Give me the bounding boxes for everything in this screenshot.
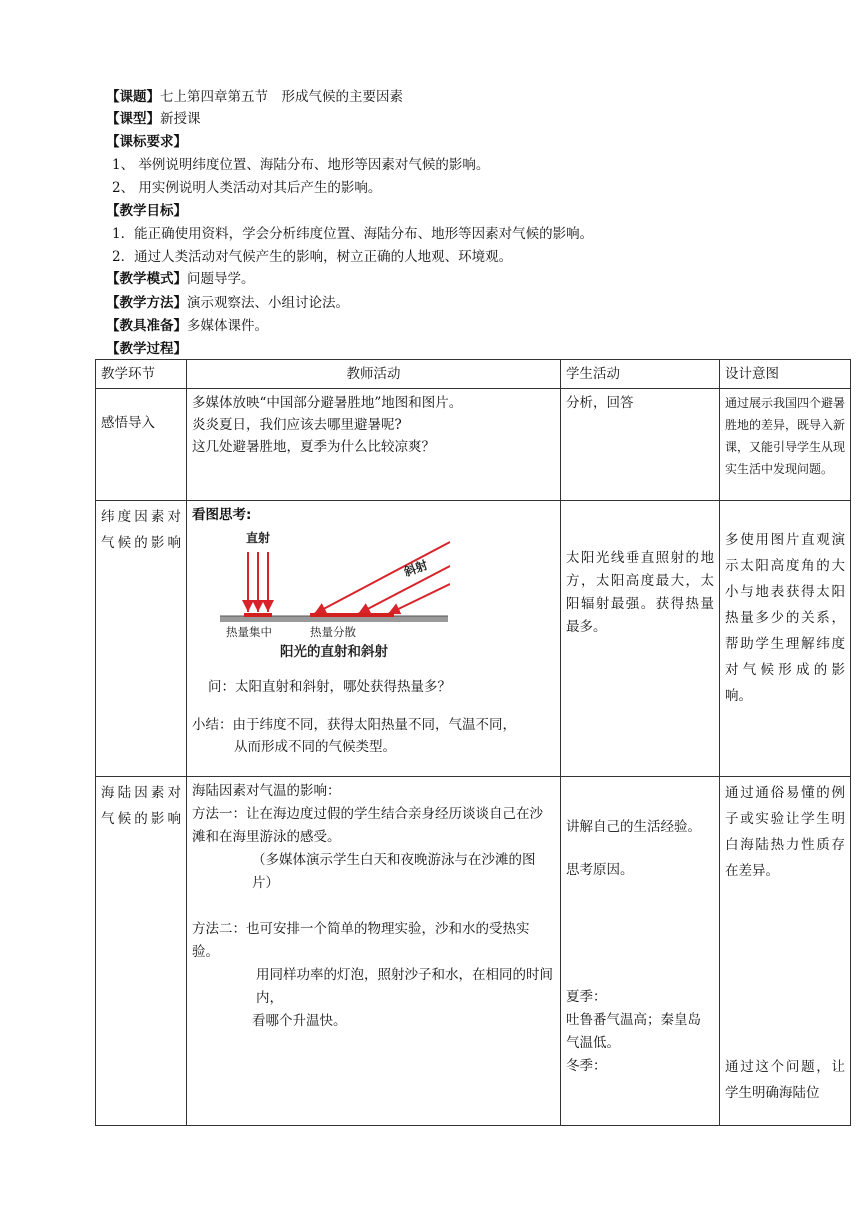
process-heading: 【教学过程】 (106, 341, 187, 357)
student-cell: 讲解自己的生活经验。 思考原因。 夏季： 吐鲁番气温高；秦皇岛气温低。 冬季： (561, 777, 720, 1126)
table-row (96, 389, 851, 501)
label-direct: 直射 (246, 531, 271, 545)
teacher-cell: 多媒体放映“中国部分避暑胜地”地图和图片。 炎炎夏日，我们应该去哪里避暑呢? 这几处避暑胜地，夏季为什么比较凉爽？ (187, 389, 561, 501)
header-intent: 设计意图 (720, 360, 851, 389)
type-text: 新授课 (160, 111, 201, 127)
teacher-cell: 海陆因素对气温的影响： 方法一：让在海边度过假的学生结合亲身经历谈谈自己在沙滩和在海里游泳的感受。 （多媒体演示学生白天和夜晚游泳与在沙滩的图片） 方法二：也可安排一个简单的物理实验，沙和水的受热实验。 用同样功率的灯泡，照射沙子和水，在相同的时间内， 看哪个升温快。 (187, 777, 561, 1126)
teacher-cell (187, 501, 561, 777)
student-cell: 分析，回答 (561, 389, 720, 501)
summary-line-2: 从而形成不同的气候类型。 (234, 739, 396, 755)
figure-caption: 阳光的直射和斜射 (280, 644, 388, 659)
standard-heading: 【课标要求】 (106, 134, 187, 150)
oblique-area (310, 613, 394, 617)
table-header-row (96, 360, 851, 389)
mode-line: 【教学模式】问题导学。 (106, 271, 255, 287)
figure-title: 看图思考: (192, 507, 252, 523)
intent-cell: 通过通俗易懂的例子或实验让学生明白海陆热力性质存在差异。 通过这个问题，让学生明确海陆位 (720, 777, 851, 1126)
header-stage: 教学环节 (96, 360, 187, 389)
summary-line-1: 小结：由于纬度不同，获得太阳热量不同，气温不同， (192, 717, 516, 733)
student-cell: 太阳光线垂直照射的地方，太阳高度最大，太阳辐射最强。获得热量最多。 (561, 501, 720, 777)
tools-line: 【教具准备】多媒体课件。 (106, 318, 268, 334)
label-concentrated: 热量集中 (226, 627, 272, 639)
direct-area (244, 613, 272, 617)
header-teacher: 教师活动 (187, 360, 561, 389)
oblique-ray (314, 542, 450, 614)
label-oblique: 斜射 (402, 557, 430, 580)
goals-heading: 【教学目标】 (106, 203, 187, 219)
sunlight-figure (218, 526, 450, 666)
table-row (96, 777, 851, 1126)
standard-item-2: 2、 用实例说明人类活动对其后产生的影响。 (112, 180, 382, 196)
method-line: 【教学方法】演示观察法、小组讨论法。 (106, 295, 349, 311)
table-row (96, 501, 851, 777)
lesson-table (95, 359, 851, 1126)
intent-cell: 多使用图片直观演示太阳高度角的大小与地表获得太阳热量多少的关系，帮助学生理解纬度对气候形成的影响。 (720, 501, 851, 777)
question-text: 问：太阳直射和斜射，哪处获得热量多？ (208, 679, 451, 695)
intent-cell: 通过展示我国四个避暑胜地的差异，既导入新课，又能引导学生从现实生活中发现问题。 (720, 389, 851, 501)
goal-item-1: 1．能正确使用资料，学会分析纬度位置、海陆分布、地形等因素对气候的影响。 (112, 226, 594, 242)
standard-item-1: 1、 举例说明纬度位置、海陆分布、地形等因素对气候的影响。 (112, 157, 490, 173)
type-label: 【课型】 (106, 111, 160, 127)
label-dispersed: 热量分散 (310, 627, 356, 639)
header-student: 学生活动 (561, 360, 720, 389)
topic-line (106, 86, 403, 108)
stage-cell: 纬度因素对气候的影响 (96, 501, 187, 777)
oblique-ray (388, 584, 450, 614)
stage-cell: 感悟导入 (96, 389, 187, 501)
goal-item-2: 2．通过人类活动对气候产生的影响，树立正确的人地观、环境观。 (112, 249, 513, 265)
type-line (106, 108, 201, 130)
topic-label: 【课题】 (106, 89, 160, 105)
stage-cell: 海陆因素对气候的影响 (96, 777, 187, 1126)
topic-text: 七上第四章第五节 形成气候的主要因素 (160, 89, 403, 105)
